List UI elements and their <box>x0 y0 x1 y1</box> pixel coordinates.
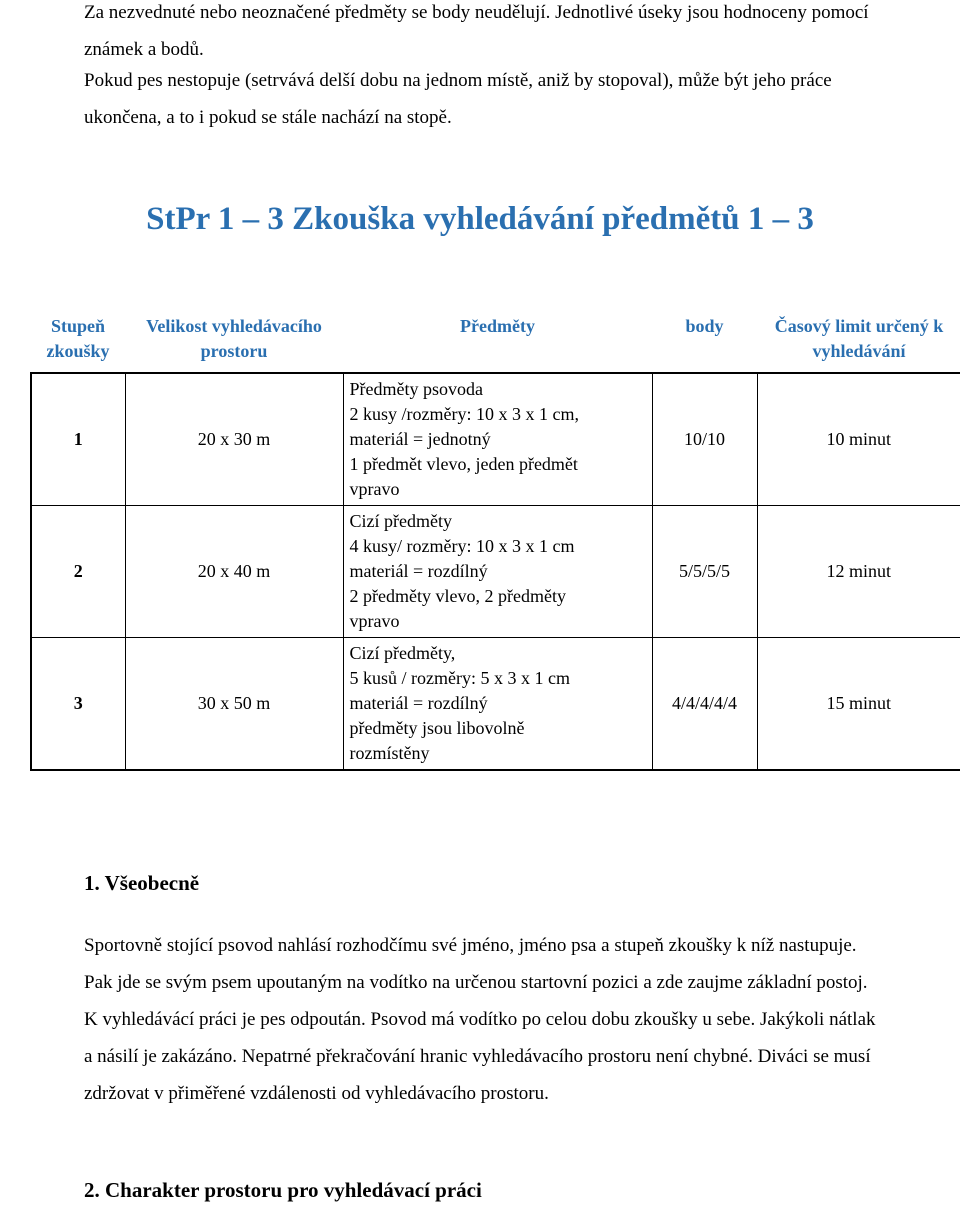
items-line: vpravo <box>349 611 400 631</box>
items-line: vpravo <box>349 479 400 499</box>
items-line: materiál = rozdílný <box>349 693 488 713</box>
items-line: materiál = rozdílný <box>349 561 488 581</box>
cell-level: 2 <box>31 506 125 638</box>
section-2-heading: 2. Charakter prostoru pro vyhledávací práci <box>84 1178 482 1202</box>
items-line: 2 kusy /rozměry: 10 x 3 x 1 cm, <box>349 404 579 424</box>
exam-table <box>30 312 960 771</box>
intro-paragraph-2: Pokud pes nestopuje (setrvává delší dobu na jednom místě, aniž by stopoval), může být jeho práce ukončena, a to i pokud se stále nachází na stopě. <box>84 70 832 128</box>
cell-points: 4/4/4/4/4 <box>652 638 757 771</box>
cell-points: 10/10 <box>652 373 757 506</box>
cell-area: 30 x 50 m <box>125 638 343 771</box>
header-points: body <box>685 316 724 336</box>
cell-area: 20 x 30 m <box>125 373 343 506</box>
cell-items <box>343 638 652 771</box>
header-time: Časový limit určený k vyhledávání <box>774 316 944 361</box>
table-row <box>31 638 960 771</box>
cell-points: 5/5/5/5 <box>652 506 757 638</box>
items-line: Cizí předměty <box>349 511 452 531</box>
items-line: předměty jsou libovolně <box>349 718 525 738</box>
cell-items <box>343 506 652 638</box>
items-line: Cizí předměty, <box>349 643 456 663</box>
items-line: materiál = jednotný <box>349 429 491 449</box>
items-line: 4 kusy/ rozměry: 10 x 3 x 1 cm <box>349 536 575 556</box>
cell-level: 3 <box>31 638 125 771</box>
items-line: rozmístěny <box>349 743 430 763</box>
header-level: Stupeň zkoušky <box>46 316 110 361</box>
table-row <box>31 506 960 638</box>
items-line: 5 kusů / rozměry: 5 x 3 x 1 cm <box>349 668 570 688</box>
section-1-heading: 1. Všeobecně <box>84 871 200 895</box>
table-row <box>31 373 960 506</box>
items-line: Předměty psovoda <box>349 379 483 399</box>
cell-time: 10 minut <box>757 373 960 506</box>
header-area: Velikost vyhledávacího prostoru <box>146 316 322 361</box>
document-title: StPr 1 – 3 Zkouška vyhledávání předmětů 1 – 3 <box>146 201 814 237</box>
cell-items <box>343 373 652 506</box>
cell-area: 20 x 40 m <box>125 506 343 638</box>
cell-time: 15 minut <box>757 638 960 771</box>
items-line: 2 předměty vlevo, 2 předměty <box>349 586 566 606</box>
table-header-row <box>31 312 960 373</box>
cell-level: 1 <box>31 373 125 506</box>
intro-paragraph-1: Za nezvednuté nebo neoznačené předměty se body neudělují. Jednotlivé úseky jsou hodnoceny pomocí známek a bodů. <box>84 2 869 60</box>
cell-time: 12 minut <box>757 506 960 638</box>
header-items: Předměty <box>460 316 535 336</box>
section-1-paragraph: Sportovně stojící psovod nahlásí rozhodčímu své jméno, jméno psa a stupeň zkoušky k níž nastupuje. Pak jde se svým psem upoutaným na vodítko na určenou startovní pozici a zde zaujme základní postoj. K vyhledávácí práci je pes odpoután. Psovod má vodítko po celou dobu zkoušky u sebe. Jakýkoli nátlak a násilí je zakázáno. Nepatrné překračování hranic vyhledávacího prostoru není chybné. Diváci se musí zdržovat v přiměřené vzdálenosti od vyhledávacího prostoru. <box>84 935 876 1104</box>
items-line: 1 předmět vlevo, jeden předmět <box>349 454 578 474</box>
